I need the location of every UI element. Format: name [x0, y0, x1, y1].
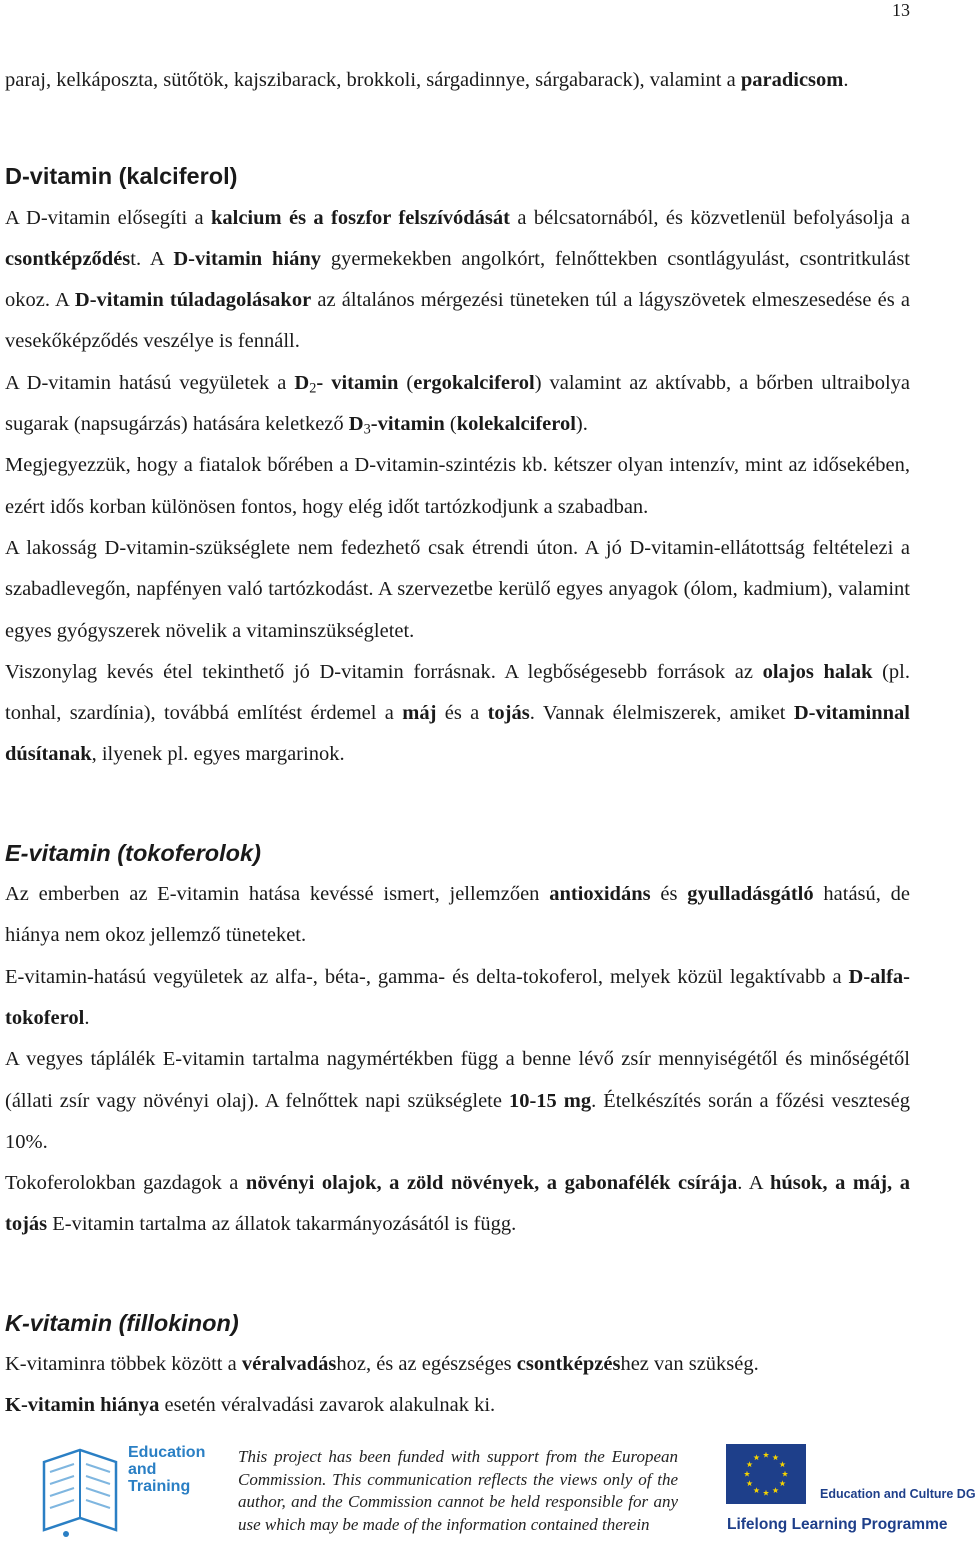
paragraph-e-2: E-vitamin-hatású vegyületek az alfa-, béta-, gamma- és delta-tokoferol, melyek közül legaktívabb a D-alfa-tokoferol.: [5, 965, 910, 1029]
paragraph-k-1: K-vitaminra többek között a véralvadáshoz, és az egészséges csontképzéshez van szükség.: [5, 1353, 759, 1376]
heading-d-vitamin: D-vitamin (kalciferol): [5, 163, 238, 190]
eu-dg-caption: Education and Culture DG: [820, 1487, 976, 1501]
paragraph-d-2: A D-vitamin hatású vegyületek a $D_2-$ vitamin (ergokalciferol) valamint az aktívabb, a bőrben ultraibolya sugarak (napsugárzás) hatására keletkező $D_3$-vitamin (kolekalciferol).: [5, 371, 911, 438]
logo-line-1: Education: [128, 1444, 206, 1461]
paragraph-d-3: Megjegyezzük, hogy a fiatalok bőrében a D-vitamin-szintézis kb. kétszer olyan intenzív, mint az idősekében, ezért idős korban különösen fontos, hogy elég időt tartózkodjunk a szabadban.: [5, 454, 910, 518]
document-body: [5, 60, 910, 1427]
eu-flag-icon: [726, 1444, 806, 1504]
paragraph-e-3: A vegyes táplálék E-vitamin tartalma nagymértékben függ a benne lévő zsír mennyiségétől és minőségétől (állati zsír vagy növényi olaj). A felnőttek napi szükséglete 10-15 mg. Ételkészítés során a főzési veszteség 10%.: [5, 1048, 911, 1153]
eu-funding-disclaimer: This project has been funded with support from the European Commission. This communication reflects the views only of the author, and the Commission cannot be held responsible for any use which may be made of the information contained therein: [238, 1447, 678, 1534]
paragraph-k-2: K-vitamin hiánya esetén véralvadási zavarok alakulnak ki.: [5, 1394, 496, 1417]
paragraph-d-5: Viszonylag kevés étel tekinthető jó D-vitamin forrásnak. A legbőségesebb források az olajos halak (pl. tonhal, szardínia), továbbá említést érdemel a máj és a tojás. Vannak élelmiszerek, amiket D-vitaminnal dúsítanak, ilyenek pl. egyes margarinok.: [5, 660, 910, 766]
heading-k-vitamin: K-vitamin (fillokinon): [5, 1309, 239, 1336]
paragraph-e-4: Tokoferolokban gazdagok a növényi olajok, a zöld növények, a gabonafélék csírája. A húsok, a máj, a tojás E-vitamin tartalma az állatok takarmányozásától is függ.: [5, 1172, 910, 1236]
llp-caption: Lifelong Learning Programme: [727, 1516, 948, 1533]
paragraph-d-4: A lakosság D-vitamin-szükséglete nem fedezhető csak étrendi úton. A jó D-vitamin-ellátottság feltételezi a szabadlevegőn, napfényen való tartózkodást. A szervezetbe kerülő egyes anyagok (ólom, kadmium), valamint egyes gyógyszerek növelik a vitaminszükségletet.: [5, 536, 910, 642]
education-training-logo: [38, 1442, 218, 1540]
paragraph-intro: paraj, kelkáposzta, sütőtök, kajszibarack, brokkoli, sárgadinnye, sárgabarack), valamint a paradicsom.: [5, 69, 849, 91]
logo-line-3: Training: [128, 1478, 191, 1495]
page-number: 13: [892, 0, 910, 20]
heading-e-vitamin: E-vitamin (tokoferolok): [5, 839, 261, 866]
logo-line-2: and: [128, 1461, 157, 1478]
paragraph-d-1: A D-vitamin elősegíti a kalcium és a foszfor felszívódását a bélcsatornából, és közvetlenül befolyásolja a csontképződést. A D-vitamin hiány gyermekekben angolkórt, felnőttekben csontlágyulást, csontritkulást okoz. A D-vitamin túladagolásakor az általános mérgezési tüneteken túl a lágyszövetek elmeszesedése és a vesekőképződés veszélye is fennáll.: [5, 206, 911, 353]
page-footer: [0, 1440, 976, 1544]
paragraph-e-1: Az emberben az E-vitamin hatása kevéssé ismert, jellemzően antioxidáns és gyulladásgátló hatású, de hiánya nem okoz jellemző tüneteket.: [5, 883, 910, 947]
